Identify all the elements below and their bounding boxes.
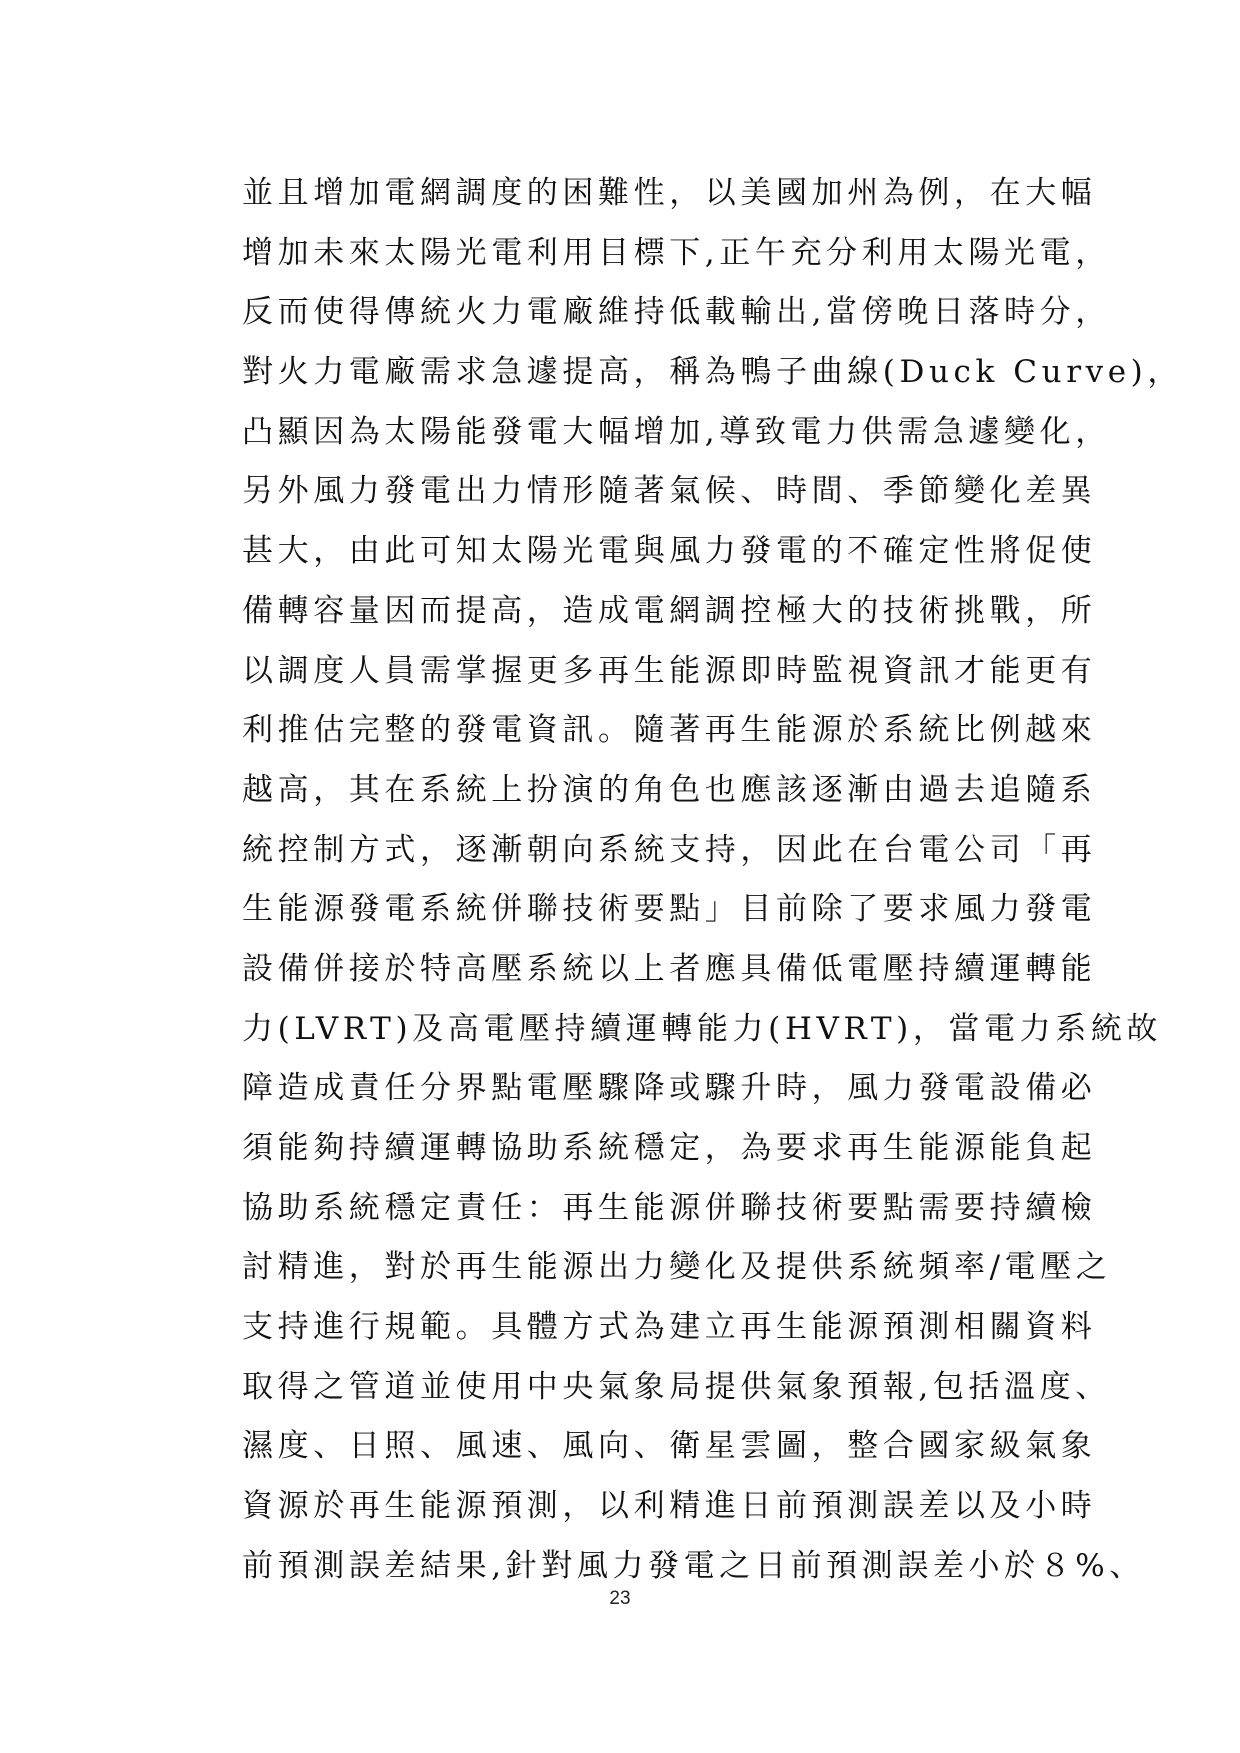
text-line: 利推估完整的發電資訊。隨著再生能源於系統比例越來 [242, 712, 1097, 749]
text-line: 障造成責任分界點電壓驟降或驟升時，風力發電設備必 [242, 1070, 1097, 1107]
text-line: 取得之管道並使用中央氣象局提供氣象預報,包括溫度、 [242, 1368, 1111, 1405]
text-line: 統控制方式，逐漸朝向系統支持，因此在台電公司「再 [242, 831, 1097, 868]
text-line: 對火力電廠需求急遽提高，稱為鴨子曲線(Duck Curve)， [242, 354, 1183, 391]
text-line: 備轉容量因而提高，造成電網調控極大的技術挑戰，所 [242, 592, 1097, 629]
text-line: 資源於再生能源預測，以利精進日前預測誤差以及小時 [242, 1488, 1097, 1525]
text-line: 越高，其在系統上扮演的角色也應該逐漸由過去追隨系 [242, 771, 1097, 808]
text-line: 力(LVRT)及高電壓持續運轉能力(HVRT)，當電力系統故 [242, 1010, 1163, 1047]
text-line: 支持進行規範。具體方式為建立再生能源預測相關資料 [242, 1309, 1097, 1346]
body-text [242, 164, 1183, 1597]
text-line: 凸顯因為太陽能發電大幅增加,導致電力供需急遽變化， [242, 413, 1111, 450]
text-line: 討精進，對於再生能源出力變化及提供系統頻率/電壓之 [242, 1249, 1112, 1286]
text-line: 甚大，由此可知太陽光電與風力發電的不確定性將促使 [242, 533, 1097, 570]
text-line: 增加未來太陽光電利用目標下,正午充分利用太陽光電， [242, 234, 1111, 271]
text-line: 須能夠持續運轉協助系統穩定，為要求再生能源能負起 [242, 1130, 1097, 1166]
page-number: 23 [609, 1588, 631, 1609]
text-line: 前預測誤差結果,針對風力發電之日前預測誤差小於８%、 [242, 1547, 1145, 1584]
text-line: 另外風力發電出力情形隨著氣候、時間、季節變化差異 [242, 473, 1097, 510]
text-line: 設備併接於特高壓系統以上者應具備低電壓持續運轉能 [242, 950, 1097, 987]
text-line: 反而使得傳統火力電廠維持低載輸出,當傍晚日落時分， [242, 294, 1111, 331]
text-line: 以調度人員需掌握更多再生能源即時監視資訊才能更有 [242, 652, 1097, 689]
text-line: 協助系統穩定責任：再生能源併聯技術要點需要持續檢 [242, 1189, 1097, 1226]
text-line: 濕度、日照、風速、風向、衛星雲圖，整合國家級氣象 [242, 1428, 1097, 1465]
text-line: 生能源發電系統併聯技術要點」目前除了要求風力發電 [242, 891, 1097, 928]
text-line: 並且增加電網調度的困難性，以美國加州為例，在大幅 [242, 175, 1097, 211]
